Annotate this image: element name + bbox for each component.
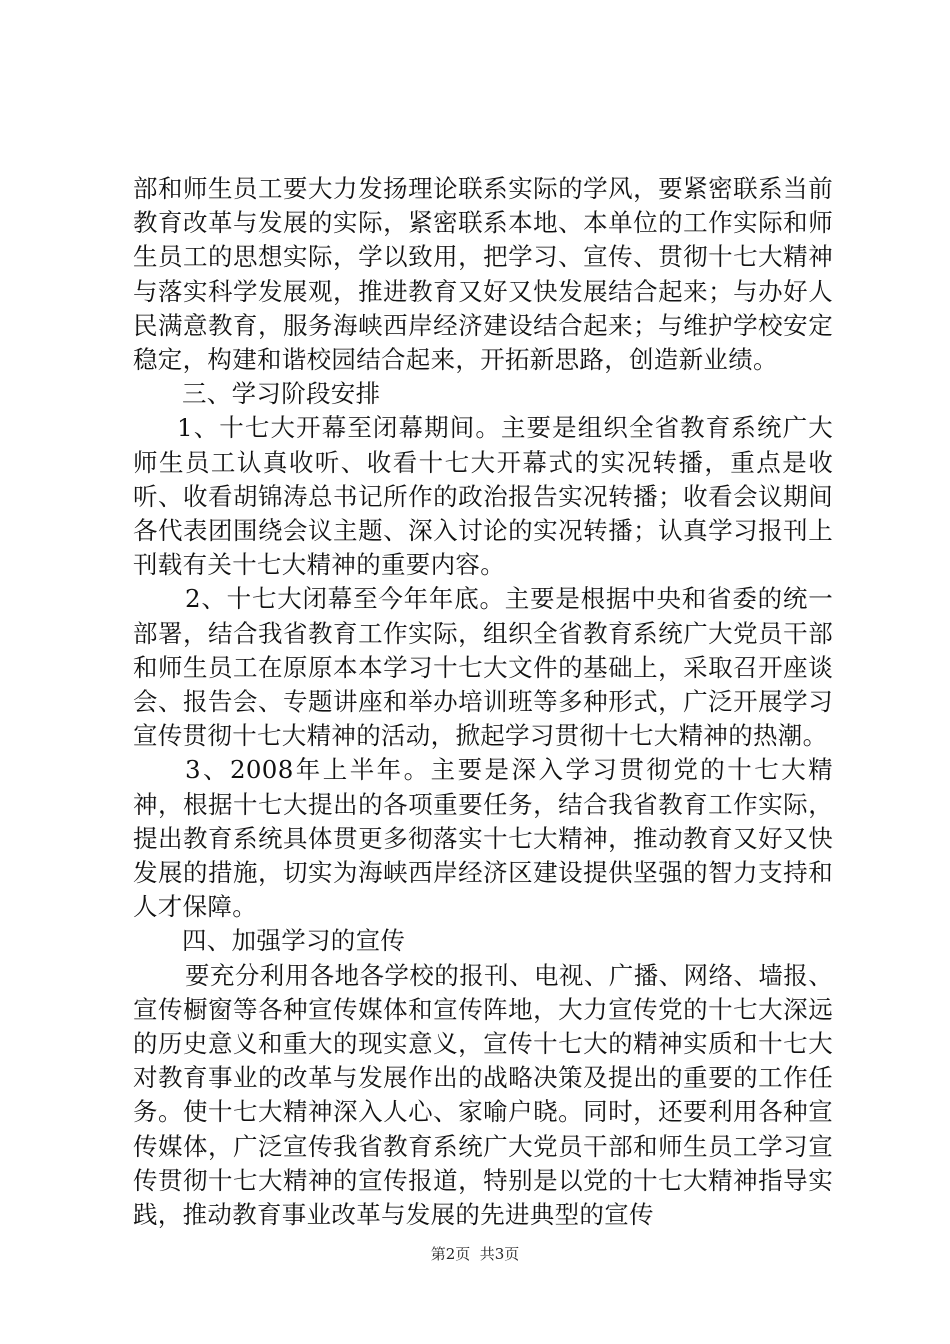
page-number: 第2页 共3页 xyxy=(430,1245,520,1263)
heading-study-stages: 三、学习阶段安排 xyxy=(182,379,381,409)
paragraph-study-style: 部和师生员工要大力发扬理论联系实际的学风，要紧密联系当前教育改革与发展的实际，紧密联系本地、本单位的工作实际和师生员工的思想实际，学以致用，把学习、宣传、贯彻十七大精神与落实科学发展观，推进教育又好又快发展结合起来；与办好人民满意教育，服务海峡西岸经济建设结合起来；与维护学校安定稳定，构建和谐校园结合起来，开拓新思路，创造新业绩。 xyxy=(133,174,833,375)
paragraph-stage-2: 2、十七大闭幕至今年年底。主要是根据中央和省委的统一部署，结合我省教育工作实际，组织全省教育系统广大党员干部和师生员工在原原本本学习十七大文件的基础上，采取召开座谈会、报告会、专题讲座和举办培训班等多种形式，广泛开展学习宣传贯彻十七大精神的活动，掀起学习贯彻十七大精神的热潮。 xyxy=(133,584,833,751)
paragraph-stage-1: 1、十七大开幕至闭幕期间。主要是组织全省教育系统广大师生员工认真收听、收看十七大开幕式的实况转播，重点是收听、收看胡锦涛总书记所作的政治报告实况转播；收看会议期间各代表团围绕会议主题、深入讨论的实况转播；认真学习报刊上刊载有关十七大精神的重要内容。 xyxy=(133,413,833,580)
page-footer xyxy=(0,1244,950,1264)
paragraph-publicity: 要充分利用各地各学校的报刊、电视、广播、网络、墙报、宣传橱窗等各种宣传媒体和宣传阵地，大力宣传党的十七大深远的历史意义和重大的现实意义，宣传十七大的精神实质和十七大对教育事业的改革与发展作出的战略决策及提出的重要的工作任务。使十七大精神深入人心、家喻户晓。同时，还要利用各种宣传媒体，广泛宣传我省教育系统广大党员干部和师生员工学习宣传贯彻十七大精神的宣传报道，特别是以党的十七大精神指导实践，推动教育事业改革与发展的先进典型的宣传 xyxy=(133,960,833,1230)
paragraph-stage-3: 3、2008年上半年。主要是深入学习贯彻党的十七大精神，根据十七大提出的各项重要任务，结合我省教育工作实际，提出教育系统具体贯更多彻落实十七大精神，推动教育又好又快发展的措施，切实为海峡西岸经济区建设提供坚强的智力支持和人才保障。 xyxy=(133,755,833,922)
document-body xyxy=(133,172,833,1232)
heading-publicity: 四、加强学习的宣传 xyxy=(182,926,406,956)
